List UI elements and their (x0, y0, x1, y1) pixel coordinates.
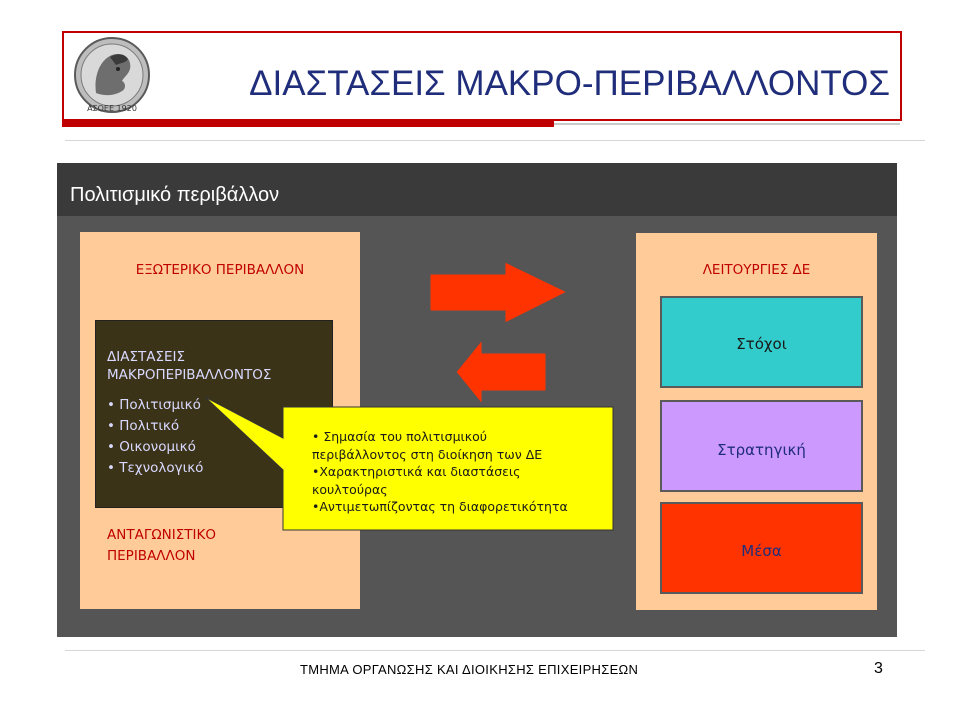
dimension-item: • Πολιτικό (107, 418, 180, 434)
callout-text: • Σημασία του πολιτισμικού περιβάλλοντος στη διοίκηση των ΔΕ •Χαρακτηριστικά και διαστάσεις κουλτούρας •Αντιμετωπίζοντας τη διαφορετικότητα (312, 429, 568, 514)
right-arrow-icon (430, 262, 567, 323)
competitive-environment-label: ΑΝΤΑΓΩΝΙΣΤΙΚΟ ΠΕΡΙΒΑΛΛΟΝ (107, 527, 216, 564)
strategy-label: Στρατηγική (717, 441, 806, 459)
means-label: Μέσα (741, 542, 782, 560)
logo-text: ΑΣΟΕΕ 1920 (87, 104, 137, 113)
footer-department: ΤΜΗΜΑ ΟΡΓΑΝΩΣΗΣ ΚΑΙ ΔΙΟΙΚΗΣΗΣ ΕΠΙΧΕΙΡΗΣΕΩΝ (300, 662, 639, 677)
dimension-item: • Πολιτισμικό (107, 397, 201, 413)
functions-label: ΛΕΙΤΟΥΡΓΙΕΣ ΔΕ (702, 262, 811, 278)
slide-title: ΔΙΑΣΤΑΣΕΙΣ ΜΑΚΡΟ-ΠΕΡΙΒΑΛΛΟΝΤΟΣ (249, 64, 890, 103)
section-title: Πολιτισμικό περιβάλλον (70, 184, 280, 206)
goals-label: Στόχοι (736, 335, 787, 353)
footer-divider (65, 650, 925, 651)
external-environment-label: ΕΞΩΤΕΡΙΚΟ ΠΕΡΙΒΑΛΛΟΝ (135, 262, 305, 278)
dimensions-title-line2: ΜΑΚΡΟΠΕΡΙΒΑΛΛΟΝΤΟΣ (107, 367, 272, 383)
dimension-item: • Τεχνολογικό (107, 460, 204, 476)
page-number: 3 (874, 660, 883, 677)
dimensions-title-line1: ΔΙΑΣΤΑΣΕΙΣ (107, 349, 186, 365)
dimension-item: • Οικονομικό (107, 439, 196, 455)
left-arrow-icon (456, 340, 546, 404)
